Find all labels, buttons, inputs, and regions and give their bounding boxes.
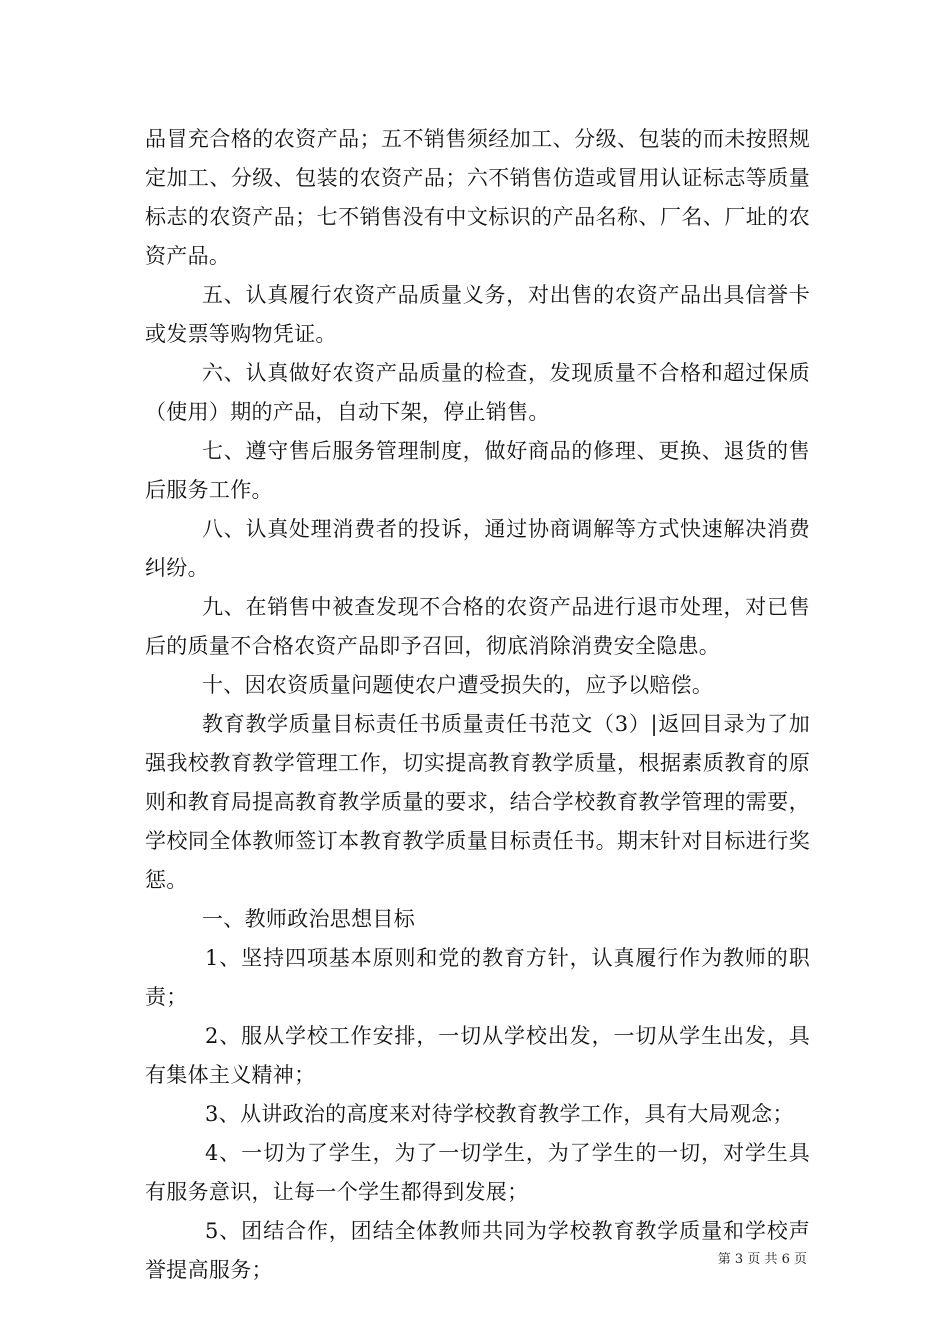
goal-item-1: 1、坚持四项基本原则和党的教育方针，认真履行作为教师的职责； (145, 946, 810, 1009)
paragraph-item-8: 八、认真处理消费者的投诉，通过协商调解等方式快速解决消费纠纷。 (145, 517, 810, 580)
paragraph-continuation: 品冒充合格的农资产品；五不销售须经加工、分级、包装的而未按照规定加工、分级、包装的农资产品；六不销售仿造或冒用认证标志等质量标志的农资产品；七不销售没有中文标识的产品名称、厂名、厂址的农资产品。 (145, 127, 810, 268)
goal-item-3: 3、从讲政治的高度来对待学校教育教学工作，具有大局观念； (205, 1102, 794, 1126)
paragraph-responsibility-intro: 教育教学质量目标责任书质量责任书范文（3）|返回目录为了加强我校教育教学管理工作，切实提高教育教学质量，根据素质教育的原则和教育局提高教育教学质量的要求，结合学校教育教学管理的需要，学校同全体教师签订本教育教学质量目标责任书。期末针对目标进行奖惩。 (145, 712, 810, 892)
goal-item-5: 5、团结合作，团结全体教师共同为学校教育教学质量和学校声誉提高服务； (145, 1219, 810, 1282)
paragraph-item-7: 七、遵守售后服务管理制度，做好商品的修理、更换、退货的售后服务工作。 (145, 439, 810, 502)
page-number-footer: 第 3 页 共 6 页 (717, 1252, 807, 1267)
goal-item-4: 4、一切为了学生，为了一切学生，为了学生的一切，对学生具有服务意识，让每一个学生都得到发展； (145, 1141, 810, 1204)
section-heading-political-goals: 一、教师政治思想目标 (202, 907, 415, 931)
goal-item-2: 2、服从学校工作安排，一切从学校出发，一切从学生出发，具有集体主义精神； (145, 1024, 810, 1087)
document-body (145, 120, 810, 1290)
paragraph-item-5: 五、认真履行农资产品质量义务，对出售的农资产品出具信誉卡或发票等购物凭证。 (145, 283, 810, 346)
paragraph-item-9: 九、在销售中被查发现不合格的农资产品进行退市处理，对已售后的质量不合格农资产品即予召回，彻底消除消费安全隐患。 (145, 595, 810, 658)
paragraph-item-6: 六、认真做好农资产品质量的检查，发现质量不合格和超过保质（使用）期的产品，自动下架，停止销售。 (145, 361, 810, 424)
paragraph-item-10: 十、因农资质量问题使农户遭受损失的，应予以赔偿。 (202, 673, 714, 697)
